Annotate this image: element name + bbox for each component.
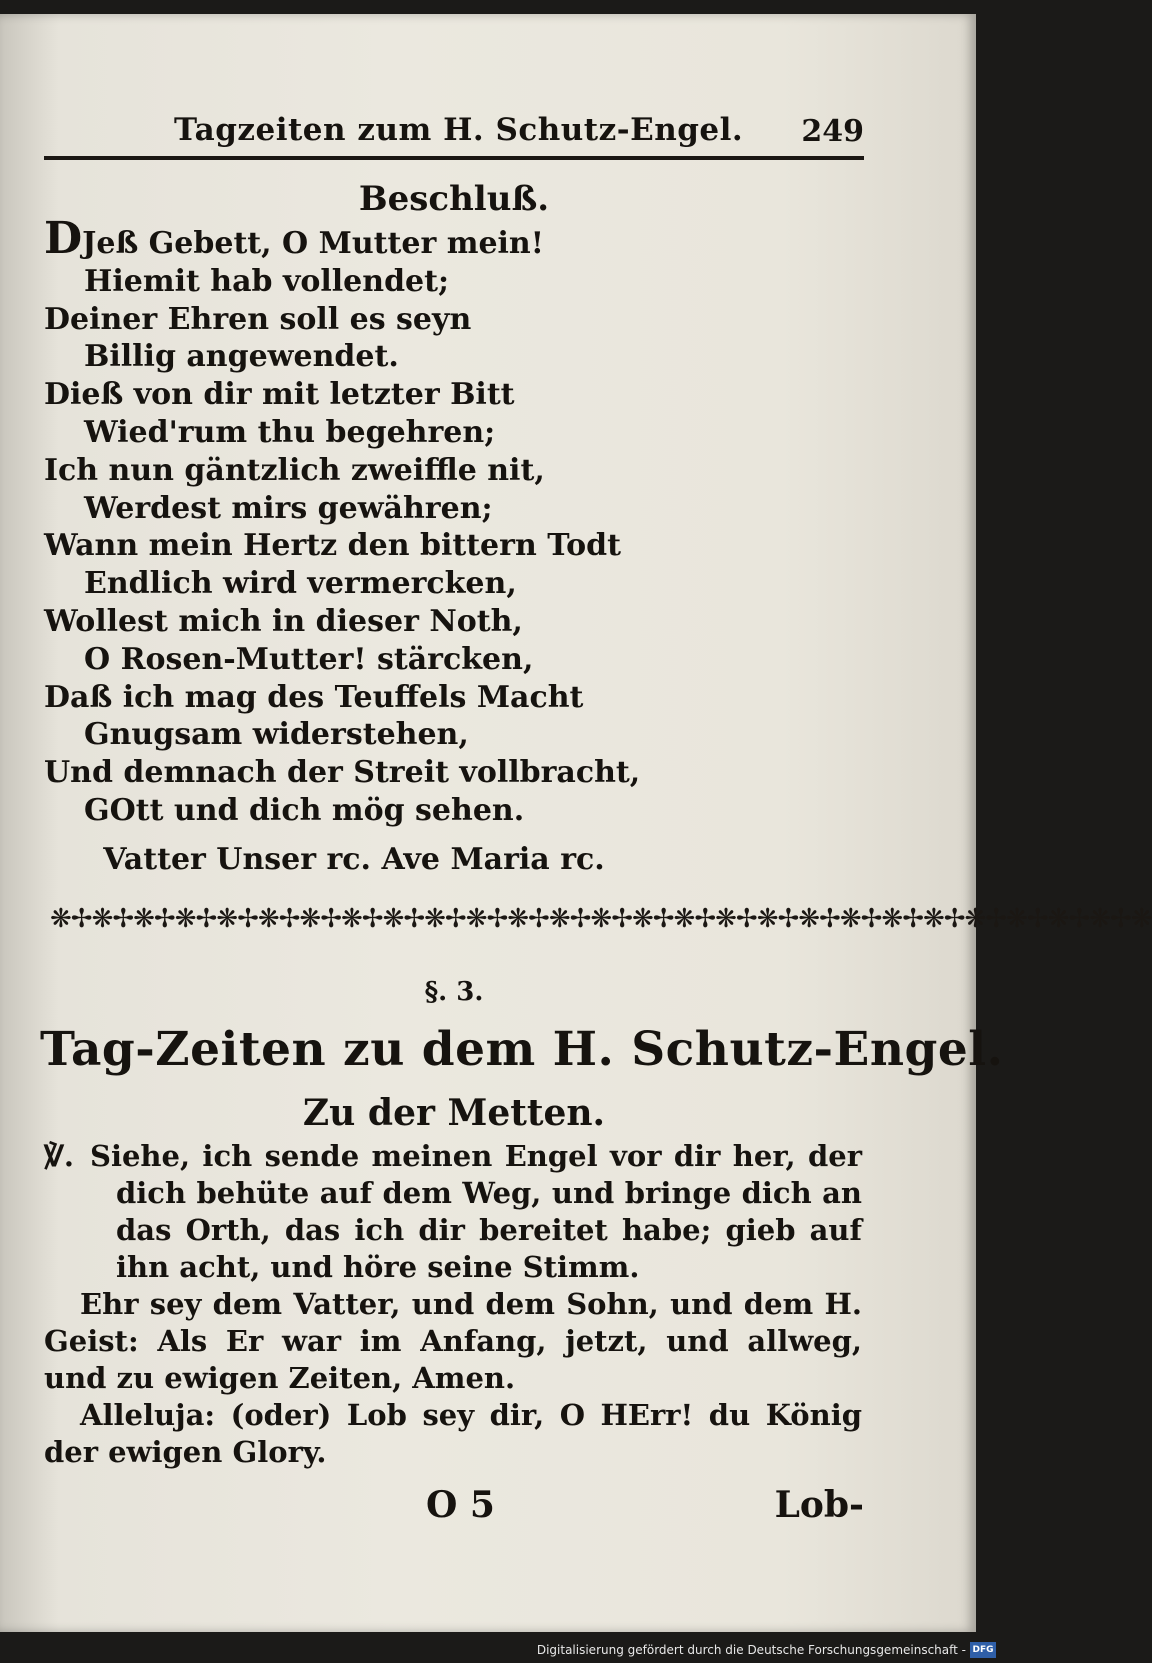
ornament-divider: ❋✢❋✢❋✢❋✢❋✢❋✢❋✢❋✢❋✢❋✢❋✢❋✢❋✢❋✢❋✢❋✢❋✢❋✢❋✢❋✢❋✢❋✢❋✢❋✢❋✢❋✢❋: [50, 904, 1152, 934]
poem-line: Werdest mirs gewähren;: [84, 490, 493, 526]
poem-line: Wollest mich in dieser Noth,: [44, 603, 523, 639]
poem-line: Wied'rum thu begehren;: [84, 414, 496, 450]
poem-line: Daß ich mag des Teuffels Macht: [44, 679, 584, 715]
poem-line: Deiner Ehren soll es seyn: [44, 301, 472, 337]
beschluss-poem: [44, 213, 641, 830]
section-body: [44, 1138, 862, 1471]
poem-line: Ich nun gäntzlich zweiffle nit,: [44, 452, 545, 488]
poem-line: Und demnach der Streit vollbracht,: [44, 755, 641, 791]
versicle-mark: ℣.: [44, 1139, 74, 1173]
book-page: [0, 14, 1152, 1632]
prayer-closing: Vatter Unser rc. Ave Maria rc.: [103, 842, 605, 877]
poem-line: [44, 213, 604, 264]
section-subheading: Zu der Metten.: [302, 1092, 606, 1134]
section-heading: Tag-Zeiten zu dem H. Schutz-Engel.: [40, 1022, 1004, 1077]
signature-mark: O 5: [426, 1484, 495, 1526]
poem-line: Wann mein Hertz den bittern Todt: [44, 528, 621, 564]
catchword: Lob-: [774, 1484, 864, 1526]
beschluss-title: Beschluß.: [358, 179, 550, 219]
poem-line: Dieß von dir mit letzter Bitt: [44, 377, 515, 413]
poem-line: Billig angewendet.: [84, 339, 399, 375]
poem-line: Endlich wird vermercken,: [84, 566, 517, 602]
page-number: 249: [801, 114, 864, 149]
gloria-paragraph: Ehr sey dem Vatter, und dem Sohn, und dem H. Geist: Als Er war im Anfang, jetzt, und allweg, und zu ewigen Zeiten, Amen.: [44, 1287, 862, 1395]
versicle-paragraph: [44, 1138, 862, 1286]
poem-line: Hiemit hab vollendet;: [84, 263, 450, 299]
poem-line-text: Jeß Gebett, O Mutter mein!: [82, 226, 544, 261]
versicle-text: Siehe, ich sende meinen Engel vor dir her, der dich behüte auf dem Weg, und bringe dich an das Orth, das ich dir bereitet habe; gieb auf ihn acht, und höre seine Stimm.: [90, 1139, 862, 1284]
poem-line: Gnugsam widerstehen,: [84, 717, 469, 753]
poem-line: O Rosen-Mutter! stärcken,: [84, 641, 534, 677]
poem-line: GOtt und dich mög sehen.: [84, 792, 525, 828]
dfg-logo-icon: DFG: [970, 1642, 996, 1658]
page-footer: [44, 1484, 864, 1530]
page-header: [44, 102, 864, 162]
section-mark: §. 3.: [424, 977, 484, 1007]
running-head: Tagzeiten zum H. Schutz-Engel.: [174, 112, 744, 148]
credit-bar: [0, 1640, 1000, 1663]
credit-text: Digitalisierung gefördert durch die Deutsche Forschungsgemeinschaft -: [536, 1643, 966, 1657]
drop-initial: D: [44, 213, 83, 264]
header-rule: [44, 156, 864, 160]
alleluja-paragraph: Alleluja: (oder) Lob sey dir, O HErr! du König der ewigen Glory.: [44, 1398, 862, 1469]
